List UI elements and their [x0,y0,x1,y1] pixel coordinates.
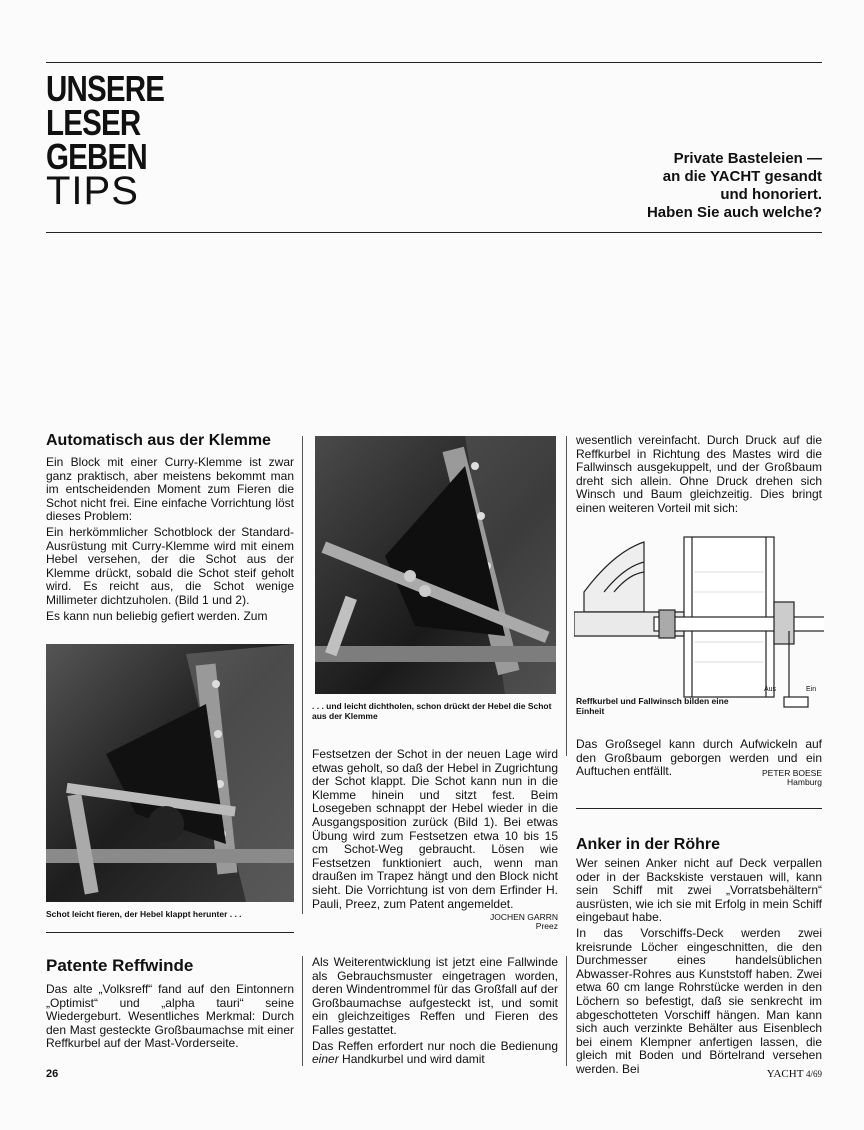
masthead-line: GEBEN [46,136,147,177]
column-rule [566,436,567,756]
article-body [46,983,294,1053]
author-place: Hamburg [787,776,822,787]
article-body [576,738,822,787]
author-place: Preez [535,921,558,932]
masthead-line: LESER [46,102,141,143]
paragraph: Als Weiterentwicklung ist jetzt eine Fallwinde als Gebrauchsmuster eingetragen worden, deren Windentrommel für das Großfall auf der Großbaumachse aufgesteckt ist, und somit ein gleichzeitiges Reffen und Fieren des Falles gestattet. [312,955,558,1037]
article-body [576,434,822,518]
top-rule [46,62,822,63]
header-bottom-rule [46,232,822,233]
photo-block-lever-up [315,436,556,694]
label-aus: Aus [764,686,777,693]
text-run: Handkurbel und wird damit [338,1052,485,1067]
tagline [562,150,822,222]
tagline-line: und honoriert. [720,186,822,203]
label-ein: Ein [806,686,817,693]
page-number: 26 [46,1068,59,1080]
masthead-line: UNSERE [46,68,165,109]
author-name: PETER BOESE [762,767,822,778]
author-name: JOCHEN GARRN [489,912,558,923]
paragraph: Das Großsegel kann durch Aufwickeln auf den Großbaum geborgen werden und ein Auftuchen entfällt. [576,737,822,779]
masthead-line: TIPS [46,169,139,213]
article-continuation [312,748,558,931]
article-title: Anker in der Röhre [576,836,721,853]
column-rule [302,436,303,914]
tagline-line: Private Basteleien — [673,150,822,167]
issue-label [767,1068,822,1080]
text-run: Das Reffen erfordert nur noch die Bedienung [312,1038,558,1053]
paragraph: wesentlich vereinfacht. Durch Druck auf die Reffkurbel in Richtung des Mastes wird die Fallwinsch ausgekuppelt, und der Großbaum dreht sich allein. Ohne Druck drehen sich Winsch und Baum gleichzeitig. Dies bringt einen weiteren Vorteil mit sich: [576,433,822,515]
author-credit [312,913,558,931]
masthead [46,68,246,213]
paragraph: Ein Block mit einer Curry-Klemme ist zwar ganz praktisch, aber meistens bekommt man im entscheidenden Moment zum Fieren die Schot nicht frei. Eine einfache Vorrichtung löst dieses Problem: [46,455,294,524]
reefing-winch-diagram [574,532,824,716]
paragraph: Das alte „Volksreff“ fand auf den Eintonnern „Optimist“ und „alpha tauri“ seine Wiedergeburt. Wesentliches Merkmal: Durch den Mast gesteckte Großbaumachse mit einer Reffkurbel auf der Mast-Vorderseite. [46,982,294,1051]
paragraph: Festsetzen der Schot in der neuen Lage wird etwas geholt, so daß der Hebel in Zugrichtung der Schot klappt. Die Schot kann nun in die Klemme hinein und sitzt fest. Beim Losegeben schnappt der Hebel wieder in die Ausgangsposition zurück (Bild 1). Bei etwas Übung wird zum Festsetzen etwa 10 bis 15 cm Schot-Weg gebraucht. Lösen wie Festsetzen funktioniert auch, wenn man draußen im Trapez hängt und den Block nicht sieht. Die Vorrichtung ist von dem Erfinder H. Pauli, Preez, zum Patent angemeldet. [312,747,558,911]
issue-number: 4/69 [805,1069,822,1079]
article-body [46,456,294,625]
paragraph [312,1040,558,1067]
article-body [312,956,558,1069]
paragraph: Ein herkömmlicher Schotblock der Standard-Ausrüstung mit Curry-Klemme wird mit einem Hebel versehen, der die Schot aus der Klemme drückt, sobald die Schot steif geholt wird. Es reicht aus, die Schot wenige Millimeter dichtzuholen. (Bild 1 und 2). [46,524,294,607]
tagline-line: Haben Sie auch welche? [646,204,822,221]
photo-caption: . . . und leicht dichtholen, schon drückt der Hebel die Schot aus der Klemme [312,701,552,721]
photo-caption: Schot leicht fieren, der Hebel klappt herunter . . . [46,909,242,919]
emphasis: einer [312,1052,339,1067]
section-rule [576,808,822,809]
article-body [576,857,822,1079]
paragraph: Es kann nun beliebig gefiert werden. Zum [46,608,268,623]
paragraph: Wer seinen Anker nicht auf Deck verpallen oder in der Backskiste verstauen will, kann sein Schiff mit zwei „Vorratsbehältern“ ausrüsten, wie ich sie mit Erfolg in mein Schiff eingebaut habe. [576,856,822,925]
column-rule [566,956,567,1066]
tagline-line: an die YACHT gesandt [662,168,822,185]
paragraph: In das Vorschiffs-Deck werden zwei kreisrunde Löcher eingeschnitten, die den Durchmesser eines handelsüblichen Abwasser-Rohres aus Kunststoff haben. Zwei etwa 60 cm lange Rohrstücke werden in den Löchern so befestigt, daß sie senkrecht im abgeschotteten Vorschiff hängen. Man kann sich auch verzinkte Behälter aus Eisenblech bei einem Klempner anfertigen lassen, die gleich mit Boden und Börtelrand versehen werden. Bei [576,925,822,1076]
photo-block-lever-down [46,644,294,902]
journal-name: YACHT [766,1068,804,1080]
article-title: Automatisch aus der Klemme [46,432,271,449]
diagram-caption: Reffkurbel und Fallwinsch bilden eine Einheit [576,696,729,716]
column-rule [302,956,303,1066]
section-rule [46,932,294,933]
article-title: Patente Reffwinde [46,956,194,975]
